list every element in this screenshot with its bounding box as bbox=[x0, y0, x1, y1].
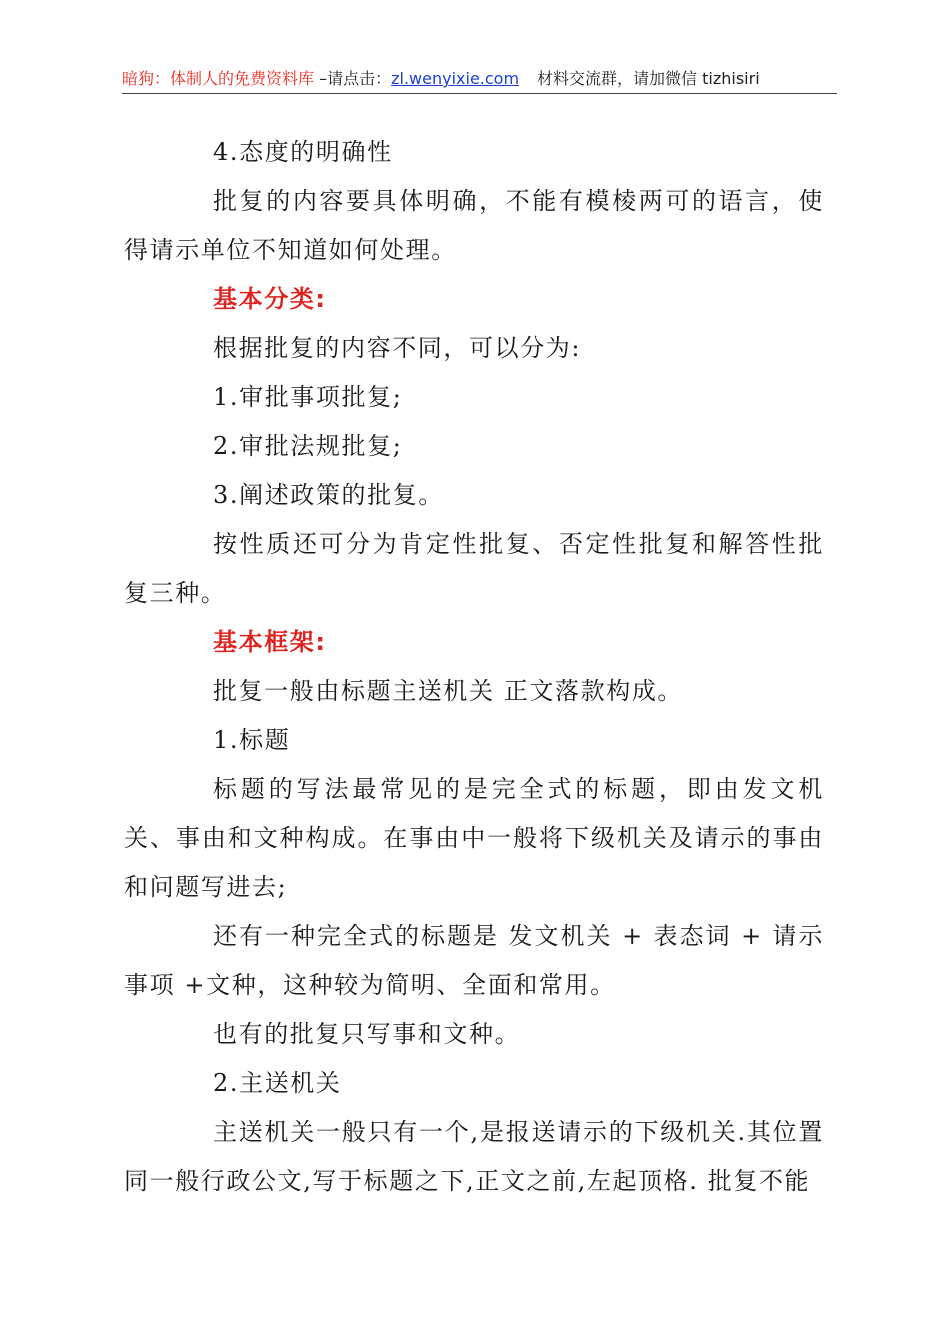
paragraph: 主送机关一般只有一个,是报送请示的下级机关.其位置同一般行政公文,写于标题之下,正文之前,左起顶格. 批复不能 bbox=[124, 1118, 824, 1195]
paragraph: 标题的写法最常见的是完全式的标题，即由发文机关、事由和文种构成。在事由中一般将下级机关及请示的事由和问题写进去; bbox=[124, 775, 824, 901]
section-heading-classification: 基本分类: bbox=[213, 285, 327, 313]
section-heading-framework: 基本框架: bbox=[213, 628, 327, 656]
paragraph: 批复的内容要具体明确，不能有模棱两可的语言，使得请示单位不知道如何处理。 bbox=[124, 187, 824, 264]
paragraph: 也有的批复只写事和文种。 bbox=[213, 1020, 521, 1048]
paragraph: 批复一般由标题主送机关 正文落款构成。 bbox=[213, 677, 684, 705]
subheading-recipient: 2.主送机关 bbox=[213, 1069, 342, 1097]
paragraph: 按性质还可分为肯定性批复、否定性批复和解答性批复三种。 bbox=[124, 530, 824, 607]
list-item: 3.阐述政策的批复。 bbox=[213, 481, 444, 509]
subheading-title: 1.标题 bbox=[213, 726, 291, 754]
header-wechat-note: 材料交流群，请加微信 tizhisiri bbox=[537, 69, 760, 88]
list-item: 1.审批事项批复; bbox=[213, 383, 403, 411]
list-item: 2.审批法规批复; bbox=[213, 432, 403, 460]
subheading-attitude: 4.态度的明确性 bbox=[213, 138, 393, 166]
paragraph: 还有一种完全式的标题是 发文机关 + 表态词 + 请示事项 +文种，这种较为简明、全面和常用。 bbox=[124, 922, 824, 999]
header-divider bbox=[122, 93, 837, 94]
page-header bbox=[122, 66, 837, 89]
document-body bbox=[124, 128, 824, 1206]
paragraph: 根据批复的内容不同，可以分为: bbox=[213, 334, 582, 362]
header-site-name: 暗狗：体制人的免费资料库 bbox=[122, 69, 315, 88]
header-link[interactable]: zl.wenyixie.com bbox=[391, 69, 520, 88]
header-click-prompt: –请点击： bbox=[314, 69, 392, 88]
